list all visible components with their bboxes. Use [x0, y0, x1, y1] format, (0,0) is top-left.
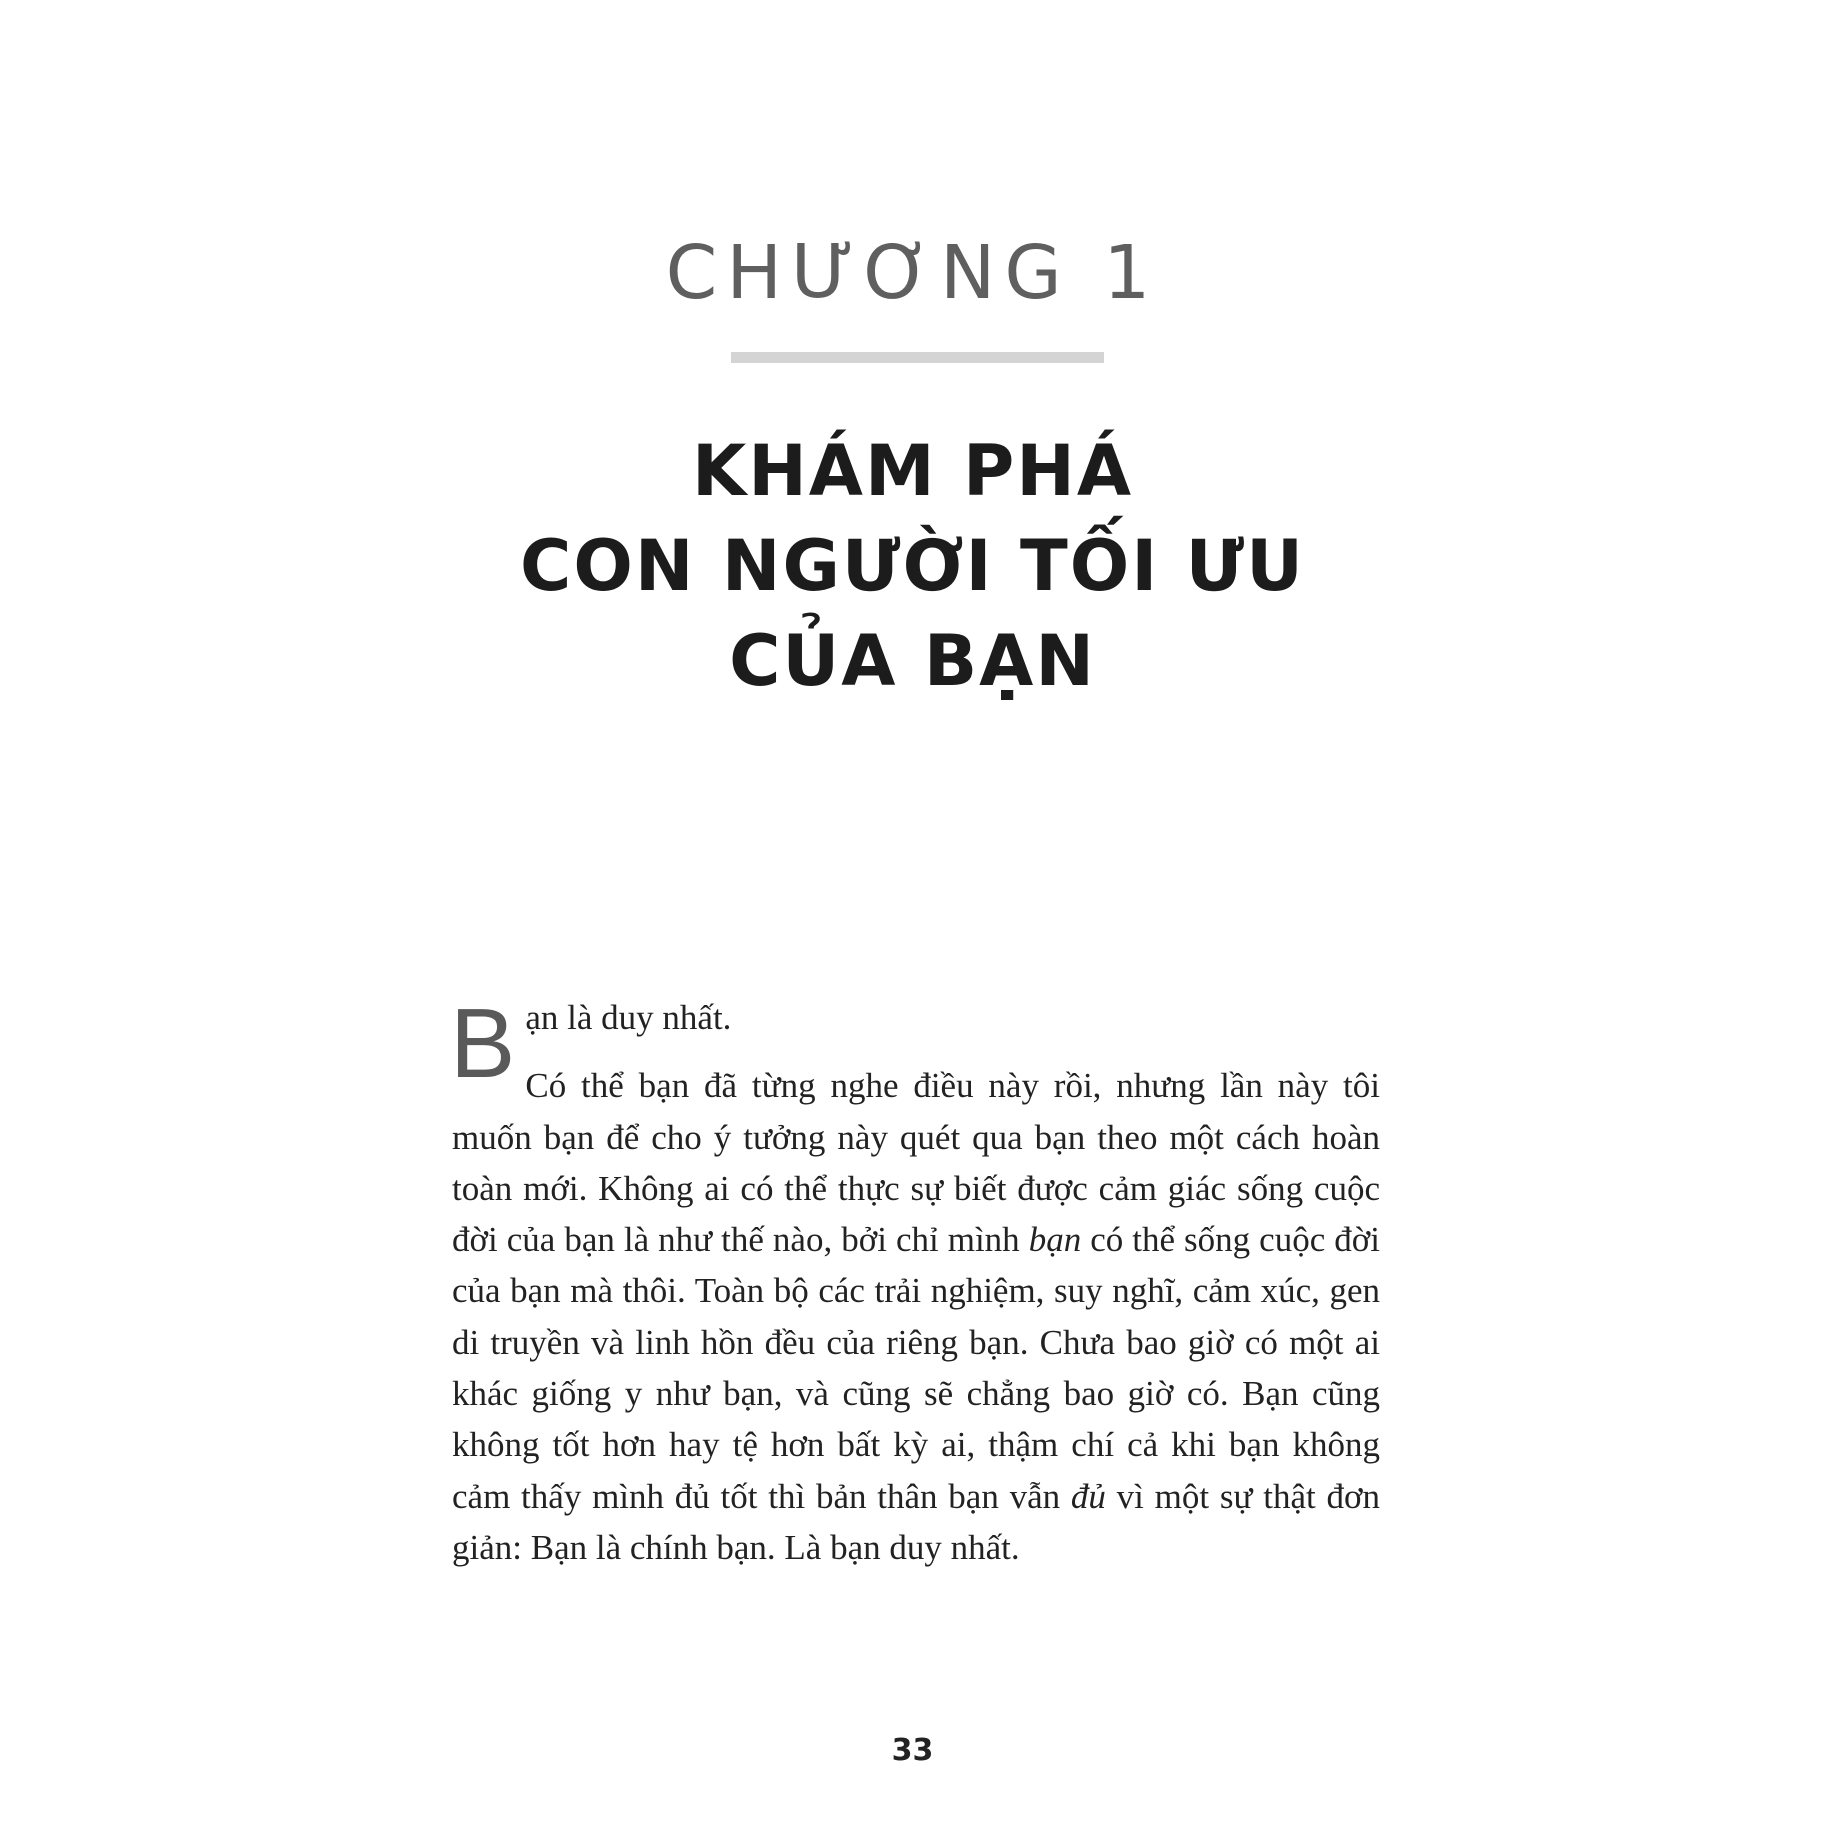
drop-cap: B — [450, 988, 516, 1098]
first-paragraph-text: ạn là duy nhất. — [525, 998, 732, 1037]
chapter-title — [0, 424, 1825, 709]
emphasis-ban: bạn — [1028, 1220, 1082, 1260]
second-paragraph — [452, 1060, 1380, 1573]
emphasis-du: đủ — [1070, 1476, 1106, 1516]
chapter-label: CHƯƠNG 1 — [665, 230, 1160, 316]
chapter-title-line-2: CON NGƯỜI TỐI ƯU — [520, 525, 1305, 607]
page-number: 33 — [891, 1733, 934, 1768]
paragraph-text-3: vì một sự thật đơn giản: Bạn là chính bạn. Là bạn duy nhất. — [452, 1476, 1380, 1567]
first-paragraph — [450, 988, 1380, 1098]
paragraph-text-2: có thể sống cuộc đời của bạn mà thôi. Toàn bộ các trải nghiệm, suy nghĩ, cảm xúc, gen di truyền và linh hồn đều của riêng bạn. Chưa bao giờ có một ai khác giống y như bạn, và cũng sẽ chẳng bao giờ có. Bạn cũng không tốt hơn hay tệ hơn bất kỳ ai, thậm chí cả khi bạn không cảm thấy mình đủ tốt thì bản thân bạn vẫn — [452, 1220, 1380, 1516]
chapter-title-line-3: CỦA BẠN — [729, 620, 1096, 702]
chapter-divider — [731, 352, 1104, 363]
chapter-title-line-1: KHÁM PHÁ — [691, 430, 1134, 512]
body-text — [450, 988, 1380, 1573]
paragraph-text-1: Có thể bạn đã từng nghe điều này rồi, nhưng lần này tôi muốn bạn để cho ý tưởng này quét qua bạn theo một cách hoàn toàn mới. Không ai có thể thực sự biết được cảm giác sống cuộc đời của bạn là như thế nào, bởi chỉ mình — [452, 1066, 1380, 1260]
